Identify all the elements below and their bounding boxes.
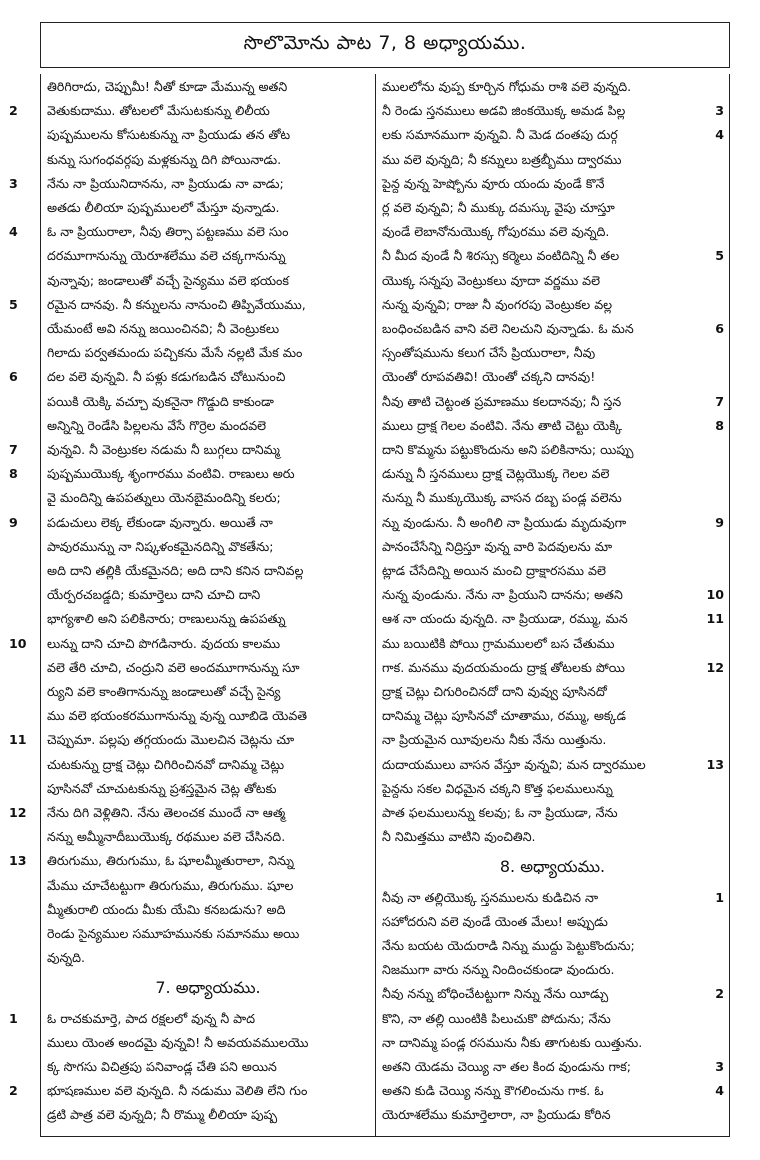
verse-text: నున్న వుండును. నేను నా ప్రియుని దానను; అతని (382, 587, 623, 603)
verse-text: ద్రాక్ష చెట్లు చిగురించినదో దాని వువ్వు పూసినదో (382, 684, 607, 699)
text-line (41, 897, 371, 923)
text-line (41, 74, 371, 100)
text-line (9, 461, 371, 487)
text-line (376, 885, 726, 911)
verse-number: 12 (706, 659, 724, 675)
verse-text: లకు సమానముగా వున్నవి. నీ మెడ దంతపు దుర్గ (382, 127, 618, 143)
verse-text: లున్ను దాని చూచి పొగడినారు. వుదయ కాలము (47, 635, 281, 651)
text-line (9, 1006, 371, 1032)
verse-text: యెంతో రూపవతివి! యెంతో చక్కని దానవు! (382, 369, 596, 385)
page-title: సొలొమోను పాట 7, 8 అధ్యాయము. (243, 31, 527, 54)
text-line (376, 219, 726, 245)
text-line (41, 703, 371, 729)
verse-text: కున్ను సుగంధవర్గపు మళ్లకున్ను దిగి పోయినాడు. (47, 151, 282, 167)
verse-text: కొని, నా తల్లి యింటికి పిలుచుకొ పోదును; నేను (382, 1010, 611, 1026)
verse-number: 5 (715, 248, 724, 264)
text-line (41, 1102, 371, 1128)
verse-text: దుదాయములు వాసన వేస్తూ వున్నవి; మన ద్వారముల (382, 756, 646, 772)
verse-number: 8 (715, 417, 724, 433)
text-line (376, 1006, 726, 1032)
verse-number: 11 (9, 732, 27, 748)
verse-text: యొక్క సన్నపు వెంట్రుకలు వూదా వర్ణము వలె (382, 272, 601, 288)
verse-number: 2 (9, 103, 18, 119)
verse-text: యేర్పరచబడ్డది; కుమార్తెలు దాని చూచి దాని (47, 587, 261, 603)
text-line (376, 776, 726, 802)
text-line (376, 268, 726, 294)
text-line (376, 510, 726, 536)
text-line (9, 437, 371, 463)
verse-text: ము వలె వున్నది; నీ కన్నులు బత్రబ్బీము ద్వారము (382, 151, 622, 167)
bottom-rule (40, 1136, 730, 1137)
text-line (41, 1054, 371, 1080)
verse-text: న్ను వుండును. నీ అంగిలి నా ప్రియుడు మృదువుగా (382, 514, 627, 530)
verse-text: పూసినవో చూచుటకున్ను ప్రశస్తమైన చెట్ల తోటకు (47, 780, 277, 796)
text-line (376, 1102, 726, 1128)
verse-text: రమైన దానవు. నీ కన్నులను నానుంచి తిప్పివేయుము, (47, 296, 306, 312)
text-line (41, 873, 371, 899)
verse-text: మ్మీతురాలి యందు మీకు యేమి కనబడును? అది (47, 901, 286, 917)
text-line (376, 655, 726, 681)
verse-text: ము వలె భయంకరముగానున్ను వున్న యీబిడె యెవతె (47, 708, 308, 724)
verse-text: నిజముగా వారు నన్ను నిందించకుండా వుందురు. (382, 962, 615, 978)
verse-number: 13 (9, 853, 27, 869)
verse-number: 10 (9, 635, 27, 651)
verse-number: 2 (9, 1083, 18, 1099)
verse-number: 9 (715, 514, 724, 530)
text-line (376, 74, 726, 100)
text-line (376, 316, 726, 342)
text-line (41, 558, 371, 584)
verse-text: ట్లాడ చేసేదిన్ని అయిన మంచి ద్రాక్షారసము వలె (382, 563, 606, 578)
verse-text: పుష్పముయొక్క శృంగారము వంటివి. రాణులు అరు (47, 466, 295, 482)
text-line (376, 389, 726, 415)
text-line (41, 776, 371, 802)
verse-number: 4 (715, 1083, 724, 1099)
text-line (376, 558, 726, 584)
text-line (41, 582, 371, 608)
verse-number: 8 (9, 466, 18, 482)
text-line (9, 292, 371, 318)
verse-text: పాత ఫలములున్ను కలవు; ఓ నా ప్రియుడా, నేను (382, 805, 618, 820)
verse-text: పైన్దను సకల విధమైన చక్కని కొత్త ఫలములున్ను (382, 780, 613, 796)
verse-text: మేము చూచేటట్టుగా తిరుగుము, తిరుగుము. షూల (47, 877, 294, 893)
verse-text: దల వలె వున్నవి. నీ పళ్లు కడుగబడిన చోటునుంచి (47, 369, 286, 385)
verse-text: ములు ద్రాక్ష గెలల వంటివి. నేను తాటి చెట్టు యెక్కి (382, 417, 622, 433)
text-line (376, 1030, 726, 1056)
verse-text: నీ రెండు స్తనములు అడవి జింకయొక్క అమడ పిల్ల (382, 103, 626, 119)
text-line (9, 510, 371, 536)
verse-text: అన్నిన్ని రెండేసి పిల్లలను వేసే గొర్రెల మందవలె (47, 417, 267, 433)
verse-text: అది దాని తల్లికి యేకమైనది; అది దాని కనిన దానివల్ల (47, 563, 304, 578)
verse-text: రెండు సైన్యముల సమూహమునకు సమానము అయి (47, 926, 300, 941)
verse-text: నీవు నా తల్లియొక్క స్తనములను కుడిచిన నా (382, 889, 599, 905)
verse-text: ములలోను వుప్ప కూర్చిన గోధుమ రాశి వలె వున్నది. (382, 79, 632, 94)
text-line (376, 981, 726, 1007)
verse-text: భూషణముల వలె వున్నది. నీ నడుము వెలితి లేని గుం (47, 1083, 308, 1099)
verse-text: ము బయిటికి పోయి గ్రామములలో బస చేతుము (382, 635, 615, 651)
verse-text: వుండే లెబానోనుయొక్క గోపురము వలె వున్నది. (382, 224, 610, 240)
right-column (375, 74, 730, 1136)
verse-text: వున్నది. (47, 950, 86, 966)
verse-text: నన్ను అమ్మీనాదీబుయొక్క రథముల వలె చేసినది. (47, 829, 286, 845)
text-line (376, 147, 726, 173)
verse-number: 10 (706, 587, 724, 603)
verse-text: భాగ్యశాలి అని పలికినారు; రాణులున్ను ఉపపత్ను (47, 611, 286, 627)
verse-text: ఓ నా ప్రియురాలా, నీవు తిర్సా పట్టణము వలె సుం (47, 224, 289, 240)
verse-text: పయికి యెక్కి వచ్చూ వుకనైనా గొడ్డుది కాకుండా (47, 393, 274, 409)
text-line (376, 582, 726, 608)
verse-text: గాక. మనము వుదయమందు ద్రాక్ష తోటలకు పోయి (382, 659, 625, 675)
verse-text: ర్ల వలె వున్నవి; నీ ముక్కు దమస్కు వైపు చూస్తూ (382, 200, 615, 215)
verse-text: వలె తేరి చూచి, చంద్రుని వలె అందమూగానున్ను సూ (47, 659, 300, 675)
verse-text: పుష్పములను కోసుటకున్ను నా ప్రియుడు తన తోట (47, 127, 291, 143)
text-line (41, 389, 371, 415)
text-line (376, 413, 726, 439)
verse-number: 3 (715, 1059, 724, 1074)
text-line (376, 364, 726, 390)
text-line (41, 485, 371, 511)
text-line (376, 909, 726, 935)
verse-text: ములు యెంత అందమై వున్నవి! నీ అవయవములయొ (47, 1034, 309, 1050)
verse-number: 1 (715, 889, 724, 905)
text-line (376, 195, 726, 221)
verse-text: వెతుకుదాము. తోటలలో మేసుటకున్ను లిలీయ (47, 103, 270, 119)
verse-number: 1 (9, 1010, 18, 1026)
text-line (9, 727, 371, 753)
verse-text: దాని కొమ్మను పట్టుకొందును అని పలికినాను; యిప్పు (382, 442, 634, 457)
verse-text: పడుచులు లెక్క లేకుండా వున్నారు. అయితే నా (47, 514, 273, 530)
text-line (41, 752, 371, 778)
verse-text: పానంచేసేన్ని నిద్రిస్తూ వున్న వారి పెదవులను మా (382, 538, 613, 554)
verse-number: 2 (715, 986, 724, 1002)
text-line (376, 292, 726, 318)
verse-text: క్క సొగసు విచిత్రపు పనివాండ్ల చేతి పని అయిన (47, 1059, 277, 1074)
verse-text: నీ నిమిత్తము వాటిని వుంచితిని. (382, 829, 536, 845)
verse-text: నా దానిమ్మ పండ్ల రసమును నీకు తాగుటకు యిత్తును. (382, 1034, 643, 1050)
page-header (40, 22, 730, 68)
verse-number: 5 (9, 296, 18, 312)
text-line (41, 195, 371, 221)
text-line (376, 933, 726, 959)
text-line (9, 631, 371, 657)
verse-number: 3 (715, 103, 724, 119)
text-line (376, 824, 726, 850)
text-line (9, 98, 371, 124)
text-line (9, 1078, 371, 1104)
text-line (9, 219, 371, 245)
verse-number: 7 (715, 393, 724, 409)
text-line (376, 800, 726, 826)
text-line (376, 485, 726, 511)
text-line (376, 534, 726, 560)
verse-text: డున్ను నీ స్తనములు ద్రాక్ష చెట్లయొక్క గెలల వలె (382, 466, 610, 482)
text-line (376, 122, 726, 148)
text-line (9, 364, 371, 390)
verse-text: యేమంటే అవి నన్ను జయించినవి; నీ వెంట్రుకలు (47, 321, 280, 336)
text-line (41, 122, 371, 148)
verse-text: వై మందిన్ని ఉపపత్నులు యెనబైమందిన్ని కలరు; (47, 490, 281, 506)
text-line (376, 98, 726, 124)
chapter-heading: 8. అధ్యాయము. (499, 857, 606, 877)
verse-number: 4 (9, 224, 18, 240)
verse-text: తిరుగుము, తిరుగుము, ఓ షూలమ్మీతురాలా, నిన్ను (47, 853, 294, 869)
verse-number: 6 (9, 369, 18, 385)
verse-text: నా ప్రియమైన యీవులను నీకు నేను యిత్తును. (382, 732, 607, 748)
verse-text: దరమూగానున్ను యెరూశలేము వలె చక్కగానున్ను (47, 248, 286, 264)
text-line (41, 147, 371, 173)
text-line (376, 437, 726, 463)
text-line (41, 340, 371, 366)
verse-text: యెరూశలేము కుమార్తెలారా, నా ప్రియుడు కోరిన (382, 1107, 611, 1123)
text-line (41, 606, 371, 632)
verse-text: వున్నావు; జండాలుతో వచ్చే సైన్యము వలె భయంక (47, 272, 289, 288)
verse-number: 9 (9, 514, 18, 530)
verse-text: చుటకున్ను ద్రాక్ష చెట్లు చిగిరించినవో దానిమ్మ చెట్లు (47, 756, 285, 772)
verse-text: ఆశ నా యందు వున్నది. నా ప్రియుడా, రమ్ము, మన (382, 611, 628, 627)
verse-text: నీవు తాటి చెట్టంత ప్రమాణము కలదానవు; నీ స్తన (382, 393, 622, 409)
text-line (41, 824, 371, 850)
text-line (41, 316, 371, 342)
text-line (376, 1054, 726, 1080)
text-line (376, 1078, 726, 1104)
verse-text: అతని కుడి చెయ్యి నన్ను కౌగలించును గాక. ఓ (382, 1083, 604, 1099)
verse-text: పావురమున్ను నా నిష్కళంకమైనదిన్ని వొకతేను; (47, 538, 274, 554)
verse-number: 13 (706, 756, 724, 772)
verse-text: నీవు నన్ను బోధించేటట్టుగా నిన్ను నేను యీడ్చు (382, 986, 609, 1002)
verse-text: నేను బయట యెదురాడి నిన్ను ముద్దు పెట్టుకొందును; (382, 938, 635, 953)
text-line (376, 171, 726, 197)
chapter-heading: 7. అధ్యాయము. (155, 978, 261, 998)
verse-text: అతడు లీలియా పుష్పములలో మేస్తూ వున్నాడు. (47, 200, 280, 215)
text-line (41, 921, 371, 947)
text-line (9, 171, 371, 197)
text-line (376, 340, 726, 366)
verse-text: నీ మీద వుండే నీ శిరస్సు కర్మెలు వంటిదిన్ని నీ తల (382, 248, 620, 264)
left-column (9, 74, 375, 1136)
text-line (376, 461, 726, 487)
verse-text: స్సంతోషమును కలుగ చేసే ప్రియురాలా, నీవు (382, 345, 596, 361)
verse-text: నేను నా ప్రియునిదానను, నా ప్రియుడు నా వాడు; (47, 175, 284, 191)
verse-text: ర్యుని వలె కాంతిగానున్ను జండాలుతో వచ్చే సైన్య (47, 684, 281, 699)
text-line (376, 243, 726, 269)
text-line (376, 631, 726, 657)
verse-text: సహోదరుని వలె వుండే యెంత మేలు! అప్పుడు (382, 913, 608, 929)
verse-text: అతని యెడమ చెయ్యి నా తల కింద వుండును గాక; (382, 1059, 631, 1074)
text-line (9, 800, 371, 826)
verse-text: డ్రటి పాత్ర వలె వున్నది; నీ రొమ్ము లీలియా పుష్ప (47, 1107, 278, 1123)
verse-text: నేను దిగి వెళ్లితిని. నేను తెలంచక ముందే నా ఆత్మ (47, 805, 286, 820)
verse-text: పైన్ద వున్న హెష్బోను వూరు యందు వుండే కొనే (382, 175, 605, 191)
text-line (9, 848, 371, 874)
verse-number: 7 (9, 442, 18, 457)
verse-number: 12 (9, 805, 27, 820)
verse-text: ఓ రాచకుమార్తె, పాద రక్షలలో వున్న నీ పాద (47, 1010, 256, 1026)
verse-number: 11 (706, 611, 724, 627)
verse-number: 3 (9, 175, 18, 191)
verse-number: 4 (715, 127, 724, 143)
text-line (376, 957, 726, 983)
text-line (376, 727, 726, 753)
verse-text: చెప్పుమా. పల్లపు తగ్గయందు మొలచిన చెట్లను చూ (47, 732, 295, 748)
verse-text: తిరిగిరాదు, చెప్పుమీ! నీతో కూడా మేమున్న అతని (47, 79, 288, 94)
text-line (41, 268, 371, 294)
verse-text: నున్ను నీ ముక్కుయొక్క వాసన దబ్బ పండ్ల వలెను (382, 490, 622, 506)
verse-text: బంధించబడిన వాని వలె నిలచుని వున్నాడు. ఓ మన (382, 321, 634, 336)
verse-number: 6 (715, 321, 724, 336)
text-line (41, 1030, 371, 1056)
verse-text: వున్నవి. నీ వెంట్రుకల నడుమ నీ బుగ్గలు దానిమ్మ (47, 442, 280, 457)
verse-text: నున్న వున్నవి; రాజు నీ వుంగరపు వెంట్రుకల వల్ల (382, 296, 613, 312)
verse-text: దానిమ్మ చెట్లు పూసినవో చూతాము, రమ్ము, అక్కడ (382, 708, 626, 724)
text-line (376, 703, 726, 729)
text-line (41, 413, 371, 439)
text-line (376, 606, 726, 632)
text-line (41, 534, 371, 560)
text-line (376, 679, 726, 705)
text-line (41, 655, 371, 681)
text-line (41, 243, 371, 269)
text-line (41, 945, 371, 971)
verse-text: గిలాదు పర్వతమందు పచ్చికను మేసే నల్లటి మేక మం (47, 345, 303, 361)
text-line (41, 679, 371, 705)
text-line (376, 752, 726, 778)
